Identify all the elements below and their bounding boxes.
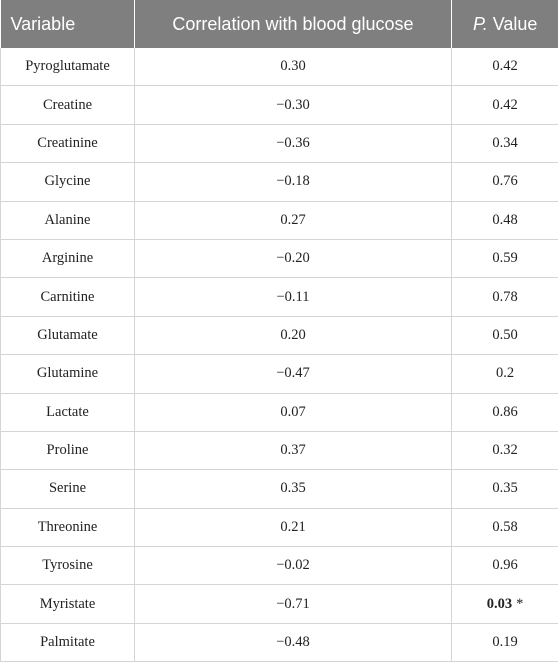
cell-correlation: −0.20	[135, 239, 452, 277]
table-row	[1, 355, 558, 393]
cell-correlation: −0.02	[135, 547, 452, 585]
cell-variable: Threonine	[1, 508, 135, 546]
cell-variable: Glutamate	[1, 316, 135, 354]
cell-variable: Proline	[1, 431, 135, 469]
header-p-suffix: Value	[487, 13, 538, 34]
cell-p-value: 0.42	[452, 48, 558, 86]
cell-variable: Alanine	[1, 201, 135, 239]
cell-p-value: 0.96	[452, 547, 558, 585]
table-row	[1, 163, 558, 201]
cell-variable: Tyrosine	[1, 547, 135, 585]
table-header	[1, 0, 558, 48]
table-row	[1, 201, 558, 239]
table-row	[1, 239, 558, 277]
cell-correlation: −0.48	[135, 623, 452, 661]
cell-variable: Pyroglutamate	[1, 48, 135, 86]
cell-p-value: 0.59	[452, 239, 558, 277]
cell-variable: Lactate	[1, 393, 135, 431]
cell-variable: Glutamine	[1, 355, 135, 393]
cell-correlation: −0.71	[135, 585, 452, 623]
cell-correlation: 0.37	[135, 431, 452, 469]
p-value-significant: 0.03	[486, 595, 513, 612]
cell-p-value	[452, 585, 558, 623]
header-variable: Variable	[1, 0, 135, 48]
cell-variable: Creatine	[1, 86, 135, 124]
cell-variable: Creatinine	[1, 124, 135, 162]
cell-p-value: 0.19	[452, 623, 558, 661]
table-row	[1, 316, 558, 354]
cell-variable: Myristate	[1, 585, 135, 623]
table-row	[1, 431, 558, 469]
cell-correlation: 0.35	[135, 470, 452, 508]
cell-correlation: 0.07	[135, 393, 452, 431]
cell-p-value: 0.34	[452, 124, 558, 162]
cell-correlation: −0.11	[135, 278, 452, 316]
cell-variable: Arginine	[1, 239, 135, 277]
cell-p-value: 0.35	[452, 470, 558, 508]
cell-variable: Glycine	[1, 163, 135, 201]
table-row	[1, 508, 558, 546]
cell-correlation: 0.30	[135, 48, 452, 86]
table-row	[1, 470, 558, 508]
cell-p-value: 0.58	[452, 508, 558, 546]
table-row	[1, 278, 558, 316]
cell-p-value: 0.86	[452, 393, 558, 431]
cell-correlation: −0.36	[135, 124, 452, 162]
cell-correlation: −0.18	[135, 163, 452, 201]
table-row	[1, 48, 558, 86]
cell-p-value: 0.32	[452, 431, 558, 469]
cell-correlation: −0.47	[135, 355, 452, 393]
header-correlation: Correlation with blood glucose	[135, 0, 452, 48]
cell-variable: Palmitate	[1, 623, 135, 661]
cell-correlation: 0.27	[135, 201, 452, 239]
table-row	[1, 86, 558, 124]
table-row	[1, 393, 558, 431]
cell-correlation: −0.30	[135, 86, 452, 124]
table-row	[1, 124, 558, 162]
table-row	[1, 547, 558, 585]
cell-p-value: 0.76	[452, 163, 558, 201]
cell-variable: Carnitine	[1, 278, 135, 316]
table-body	[1, 48, 558, 662]
table-row	[1, 623, 558, 661]
cell-variable: Serine	[1, 470, 135, 508]
header-p-value	[452, 0, 558, 48]
cell-correlation: 0.21	[135, 508, 452, 546]
cell-correlation: 0.20	[135, 316, 452, 354]
cell-p-value: 0.50	[452, 316, 558, 354]
header-row	[1, 0, 558, 48]
cell-p-value: 0.2	[452, 355, 558, 393]
header-p-label: P.	[473, 13, 488, 34]
table-row	[1, 585, 558, 623]
significance-marker: *	[516, 595, 524, 612]
cell-p-value: 0.78	[452, 278, 558, 316]
cell-p-value: 0.48	[452, 201, 558, 239]
cell-p-value: 0.42	[452, 86, 558, 124]
